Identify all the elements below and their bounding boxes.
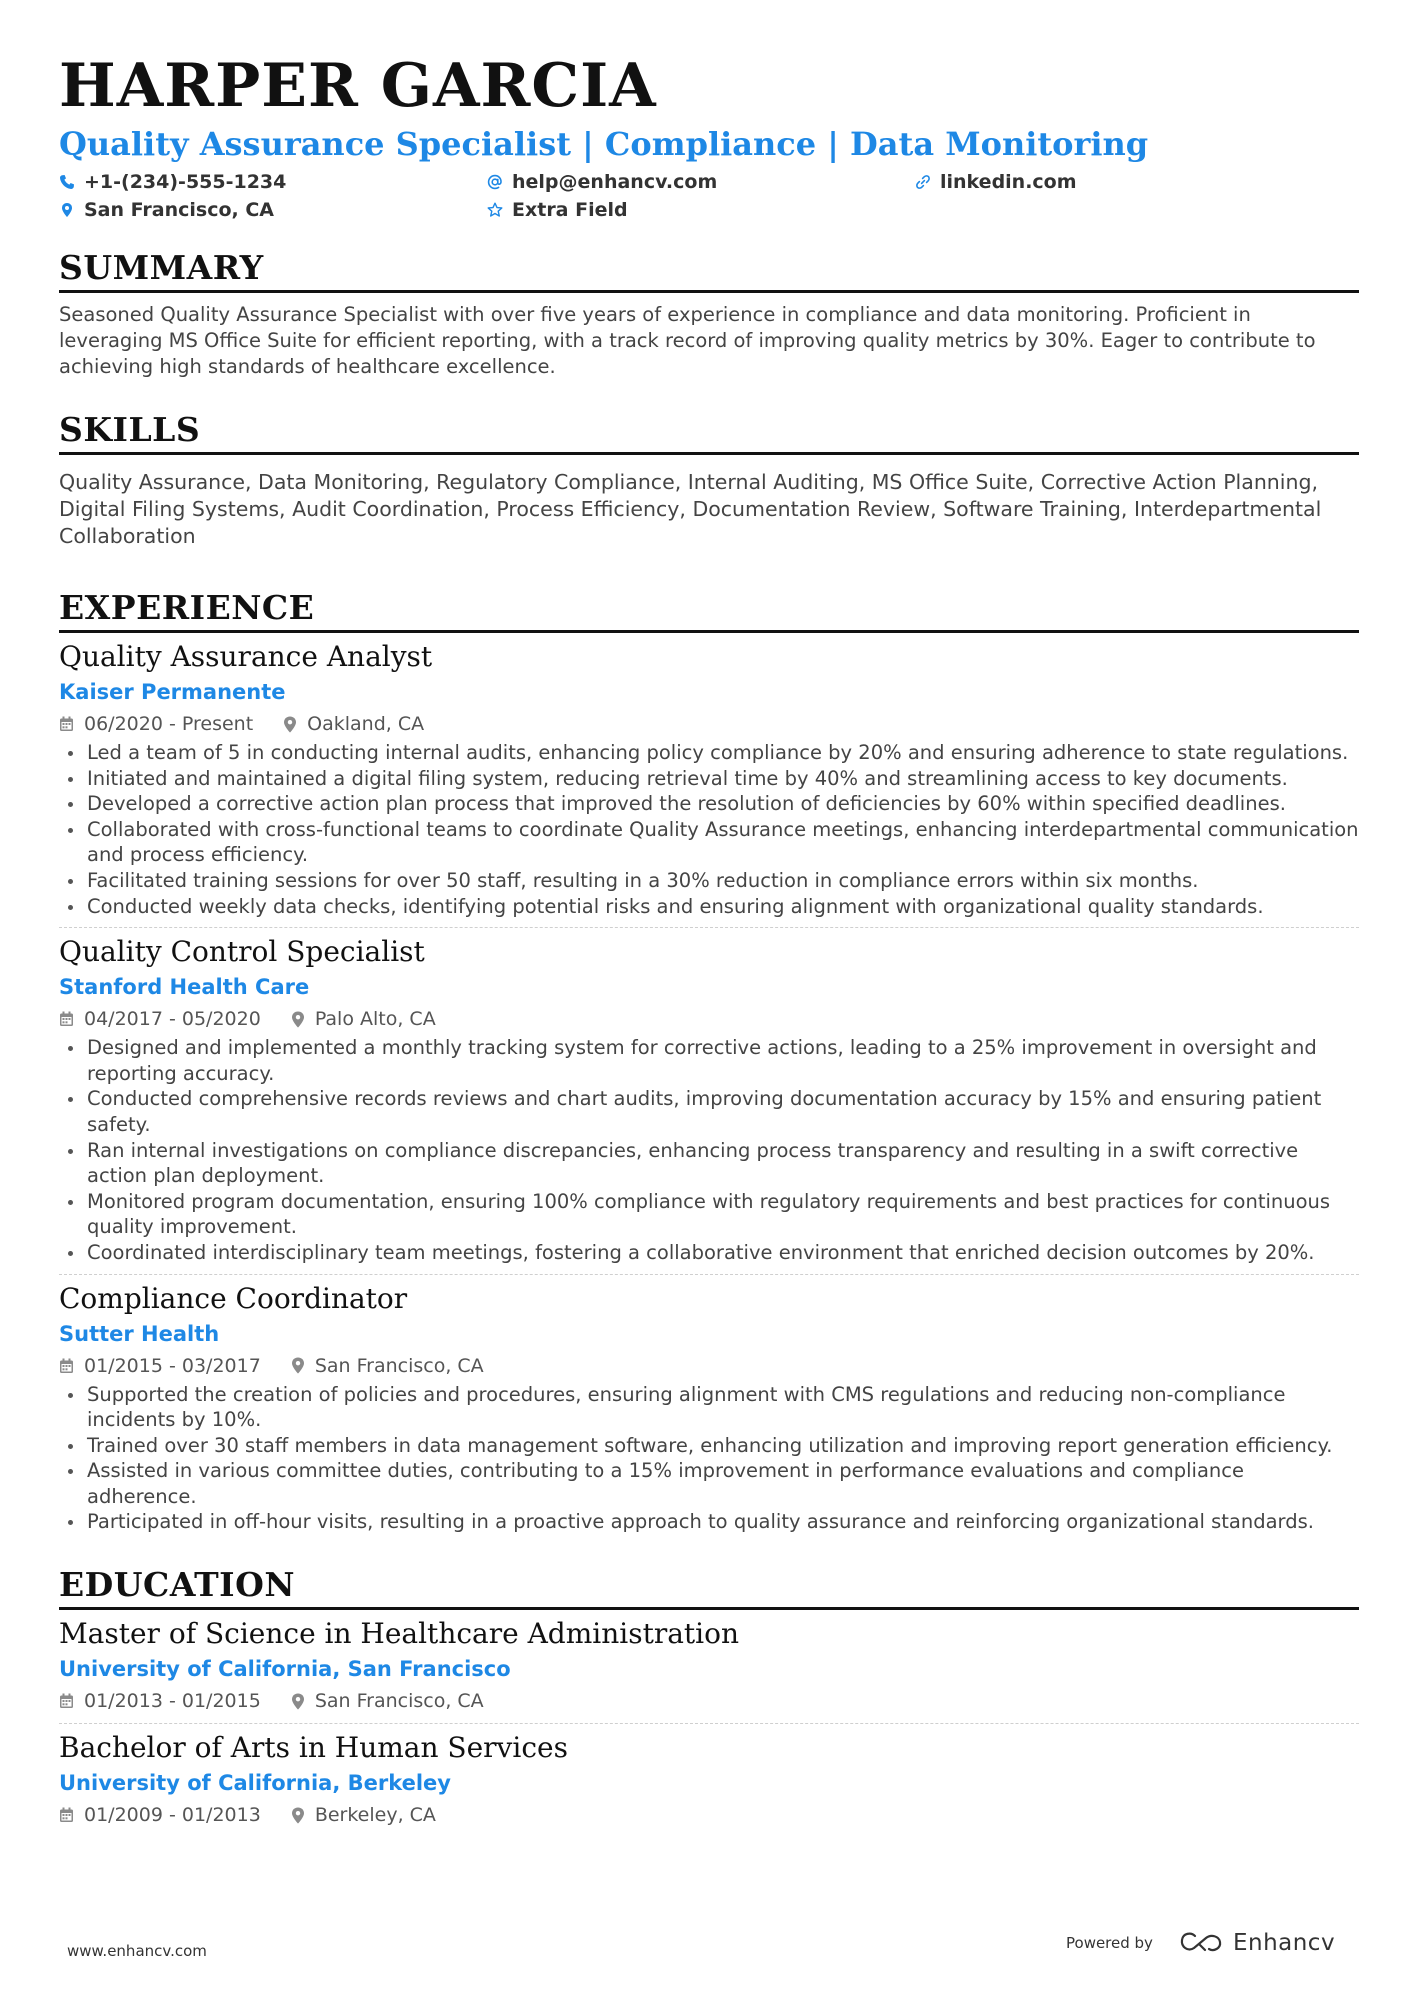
degree-title: Bachelor of Arts in Human Services: [59, 1731, 568, 1765]
school-name: University of California, Berkeley: [59, 1771, 451, 1796]
list-item: Conducted comprehensive records reviews and chart audits, improving documentation accuracy by 15% and ensuring patient safety.: [59, 1086, 1359, 1137]
education-title: EDUCATION: [59, 1565, 1359, 1610]
location-text: San Francisco, CA: [84, 199, 275, 221]
entry-divider: [59, 1723, 1359, 1724]
list-item: Developed a corrective action plan process that improved the resolution of deficiencies by 60% within specified deadlines.: [59, 791, 1359, 817]
list-item: Participated in off-hour visits, resulting in a proactive approach to quality assurance and reinforcing organizational standards.: [59, 1509, 1359, 1535]
job-location-text: San Francisco, CA: [314, 1354, 484, 1377]
job-bullets: [59, 1382, 1359, 1536]
calendar-icon: [59, 1358, 74, 1374]
job-title: Compliance Coordinator: [59, 1281, 408, 1315]
list-item: Initiated and maintained a digital filing system, reducing retrieval time by 40% and streamlining access to key documents.: [59, 766, 1359, 792]
linkedin-text: linkedin.com: [940, 171, 1077, 193]
job-dates: 06/2020 - Present: [84, 713, 254, 735]
star-icon: [487, 202, 503, 218]
calendar-icon: [59, 1807, 74, 1823]
education-location-text: San Francisco, CA: [314, 1690, 484, 1713]
map-pin-icon: [283, 716, 297, 733]
education-entry: [59, 1616, 1359, 1724]
calendar-icon: [59, 1693, 74, 1709]
school-name: University of California, San Francisco: [59, 1657, 511, 1682]
list-item: Supported the creation of policies and procedures, ensuring alignment with CMS regulations and reducing non-compliance incidents by 10%.: [59, 1382, 1359, 1433]
job-location: [291, 1005, 436, 1033]
phone-text: +1-(234)-555-1234: [84, 171, 287, 193]
headline: Quality Assurance Specialist | Compliance | Data Monitoring: [59, 125, 1149, 163]
job-location-text: Palo Alto, CA: [314, 1008, 436, 1031]
list-item: Facilitated training sessions for over 50 staff, resulting in a 30% reduction in compliance errors within six months.: [59, 868, 1359, 894]
job-meta: [59, 710, 1359, 738]
contact-location: [59, 198, 487, 222]
map-pin-icon: [291, 1807, 305, 1824]
job-title: Quality Assurance Analyst: [59, 640, 433, 673]
education-dates: 01/2009 - 01/2013: [84, 1804, 261, 1827]
education-meta: [59, 1687, 1359, 1715]
education-location: [291, 1687, 484, 1715]
job-dates: 04/2017 - 05/2020: [84, 1008, 261, 1031]
enhancv-logo-icon: [1179, 1931, 1223, 1955]
footer-branding[interactable]: [1066, 1930, 1335, 1956]
job-location: [283, 710, 424, 738]
map-pin-icon: [291, 1357, 305, 1374]
job-title: Quality Control Specialist: [59, 935, 425, 969]
skills-text: Quality Assurance, Data Monitoring, Regulatory Compliance, Internal Auditing, MS Office Suite, Corrective Action Planning, Digital Filing Systems, Audit Coordination, Process Efficiency, Documentation Review, Software Training, Interdepartmental Collaboration: [59, 470, 1322, 548]
link-icon: [915, 174, 931, 190]
extra-text: Extra Field: [512, 199, 628, 221]
entry-divider: [59, 1274, 1359, 1275]
contact-email[interactable]: [487, 170, 915, 194]
job-entry: [59, 639, 1359, 928]
contact-extra: [487, 198, 915, 222]
map-pin-icon: [59, 202, 75, 218]
powered-by-label: Powered by: [1066, 1934, 1153, 1952]
job-location: [291, 1352, 484, 1380]
list-item: Ran internal investigations on compliance discrepancies, enhancing process transparency and resulting in a swift corrective action plan deployment.: [59, 1138, 1359, 1189]
job-meta: [59, 1352, 1359, 1380]
education-section: [59, 1565, 1359, 1829]
job-meta: [59, 1005, 1359, 1033]
calendar-icon: [59, 1011, 74, 1027]
footer-website[interactable]: www.enhancv.com: [67, 1942, 207, 1960]
education-dates: 01/2013 - 01/2015: [84, 1690, 261, 1713]
skills-title: SKILLS: [59, 410, 1359, 455]
job-company: Stanford Health Care: [59, 975, 310, 1000]
contact-phone[interactable]: [59, 170, 487, 194]
list-item: Led a team of 5 in conducting internal audits, enhancing policy compliance by 20% and ensuring adherence to state regulations.: [59, 740, 1359, 766]
phone-icon: [59, 174, 75, 190]
brand-name: Enhancv: [1232, 1930, 1336, 1956]
list-item: Conducted weekly data checks, identifying potential risks and ensuring alignment with organizational quality standards.: [59, 894, 1359, 920]
contact-linkedin[interactable]: [915, 170, 1355, 194]
at-icon: [487, 174, 503, 190]
job-company: Sutter Health: [59, 1321, 220, 1346]
contact-info: [59, 170, 1359, 222]
map-pin-icon: [291, 1011, 305, 1028]
education-location-text: Berkeley, CA: [314, 1804, 436, 1827]
skills-section: [59, 410, 1359, 550]
candidate-name: HARPER GARCIA: [59, 51, 657, 121]
summary-text: Seasoned Quality Assurance Specialist with over five years of experience in compliance and data monitoring. Proficient in leveraging MS Office Suite for efficient reporting, with a track record of improving quality metrics by 30%. Eager to contribute to achieving high standards of healthcare excellence.: [59, 303, 1316, 378]
education-location: [291, 1801, 436, 1829]
experience-title: EXPERIENCE: [59, 588, 1359, 633]
job-company: Kaiser Permanente: [59, 680, 286, 704]
summary-section: [59, 248, 1359, 380]
list-item: Collaborated with cross-functional teams to coordinate Quality Assurance meetings, enhancing interdepartmental communication and process efficiency.: [59, 817, 1359, 868]
list-item: Assisted in various committee duties, contributing to a 15% improvement in performance evaluations and compliance adherence.: [59, 1458, 1359, 1509]
job-dates: 01/2015 - 03/2017: [84, 1354, 261, 1377]
list-item: Coordinated interdisciplinary team meetings, fostering a collaborative environment that enriched decision outcomes by 20%.: [59, 1240, 1359, 1266]
education-meta: [59, 1801, 1359, 1829]
list-item: Designed and implemented a monthly tracking system for corrective actions, leading to a 25% improvement in oversight and reporting accuracy.: [59, 1035, 1359, 1086]
job-bullets: [59, 740, 1359, 919]
list-item: Trained over 30 staff members in data management software, enhancing utilization and improving report generation efficiency.: [59, 1433, 1359, 1459]
education-entry: [59, 1730, 1359, 1829]
job-entry: [59, 1281, 1359, 1536]
list-item: Monitored program documentation, ensuring 100% compliance with regulatory requirements and best practices for continuous quality improvement.: [59, 1189, 1359, 1240]
resume-page: [59, 50, 1359, 1829]
degree-title: Master of Science in Healthcare Administration: [59, 1617, 740, 1651]
map-pin-icon: [291, 1693, 305, 1710]
summary-title: SUMMARY: [59, 248, 1359, 293]
email-text: help@enhancv.com: [512, 171, 718, 193]
entry-divider: [59, 927, 1359, 928]
calendar-icon: [59, 716, 74, 732]
experience-section: [59, 588, 1359, 1535]
job-entry: [59, 934, 1359, 1274]
job-location-text: Oakland, CA: [307, 713, 425, 735]
job-bullets: [59, 1035, 1359, 1265]
